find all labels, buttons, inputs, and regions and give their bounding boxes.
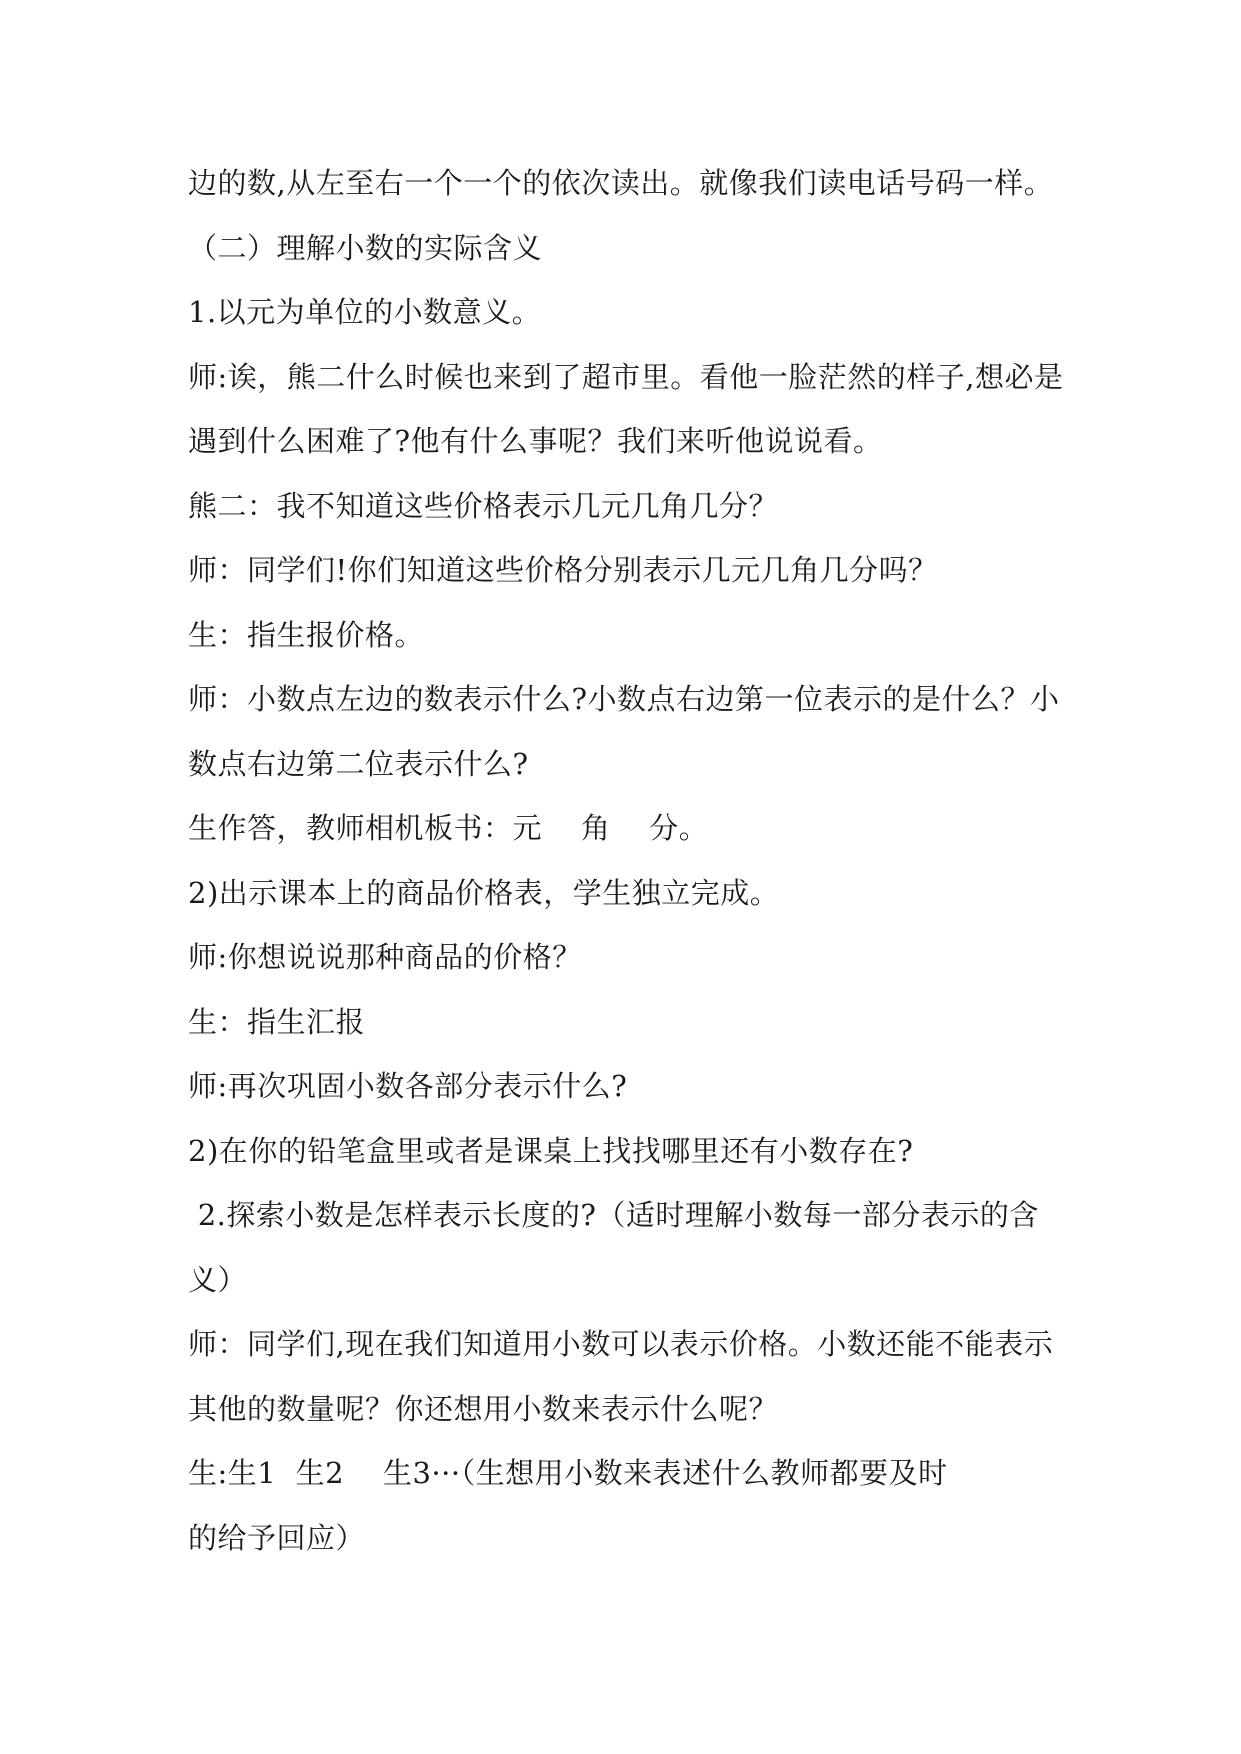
text-line: 师:再次巩固小数各部分表示什么?: [188, 1069, 628, 1103]
text-line: 生：指生汇报: [188, 1005, 366, 1039]
text-line: 2)在你的铅笔盒里或者是课桌上找找哪里还有小数存在?: [188, 1134, 914, 1168]
text-line: 师：小数点左边的数表示什么?小数点右边第一位表示的是什么？小: [188, 682, 1060, 716]
subsection-heading: 2.探索小数是怎样表示长度的?（适时理解小数每一部分表示的含: [188, 1198, 1039, 1232]
subsection-heading: 1.以元为单位的小数意义。: [188, 295, 542, 329]
text-line: 生:生1 生2 生3···（生想用小数来表述什么教师都要及时: [188, 1456, 948, 1490]
text-line: 师:你想说说那种商品的价格？: [188, 940, 582, 974]
text-line: 生作答，教师相机板书：元 角 分。: [188, 811, 709, 845]
text-line: 边的数,从左至右一个一个的依次读出。就像我们读电话号码一样。: [188, 166, 1054, 200]
text-line: 义）: [188, 1263, 248, 1297]
text-line: 师：同学们,现在我们知道用小数可以表示价格。小数还能不能表示: [188, 1327, 1054, 1361]
text-line: 遇到什么困难了?他有什么事呢？我们来听他说说看。: [188, 424, 883, 458]
text-line: 2)出示课本上的商品价格表，学生独立完成。: [188, 876, 780, 910]
text-line: 熊二：我不知道这些价格表示几元几角几分？: [188, 489, 779, 523]
text-line: 生：指生报价格。: [188, 618, 425, 652]
text-line: 的给予回应）: [188, 1521, 366, 1555]
text-line: 师：同学们!你们知道这些价格分别表示几元几角几分吗？: [188, 553, 938, 587]
text-line: 其他的数量呢？你还想用小数来表示什么呢？: [188, 1392, 779, 1426]
text-line: 数点右边第二位表示什么?: [188, 747, 529, 781]
text-line: 师:诶，熊二什么时候也来到了超市里。看他一脸茫然的样子,想必是: [188, 360, 1064, 394]
section-heading: （二）理解小数的实际含义: [188, 231, 543, 265]
